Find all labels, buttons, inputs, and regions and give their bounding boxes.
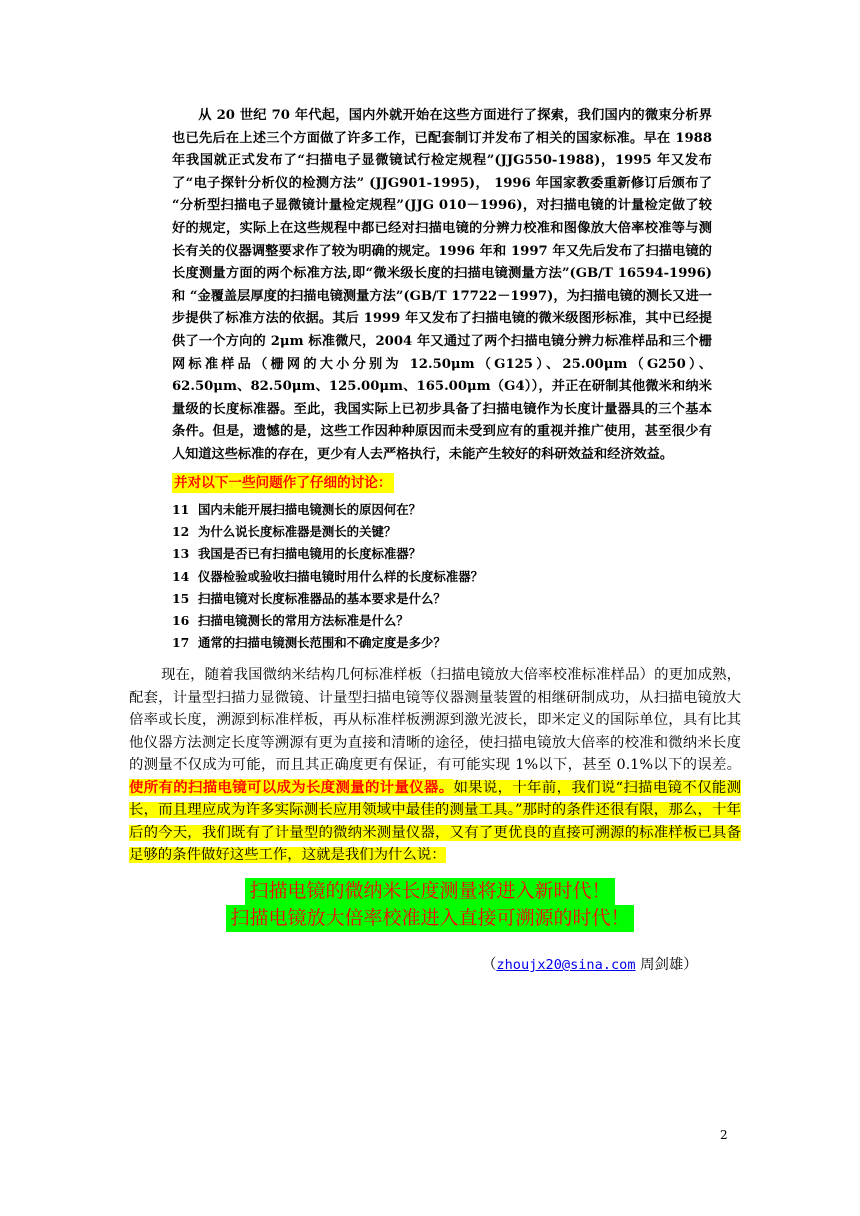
question-text: 仪器检验或验收扫描电镜时用什么样的长度标准器？ bbox=[198, 568, 483, 584]
question-number: 17 bbox=[172, 635, 190, 651]
list-item bbox=[172, 543, 483, 565]
list-item bbox=[172, 588, 483, 610]
question-number: 16 bbox=[172, 612, 190, 628]
question-number: 14 bbox=[172, 568, 190, 584]
slogan-block bbox=[0, 878, 860, 932]
question-number: 11 bbox=[172, 502, 190, 517]
question-text: 国内未能开展扫描电镜测长的原因何在？ bbox=[198, 502, 422, 517]
question-text: 为什么说长度标准器是测长的关键？ bbox=[198, 524, 397, 540]
paragraph-standards-history-text: 从 20 世纪 70 年代起，国内外就开始在这些方面进行了探索，我们国内的微束分析界也已先后在上述三个方面做了许多工作，已配套制订并发布了相关的国家标准。早在 1988 年我国就正式发布了“扫描电子显微镜试行检定规程”(JJG550-1988)，1995 年又发布了“电子探针分析仪的检测方法” (JJG901-1995)， 1996 年国家教委重新修订后颁布了 “分析型扫描电子显微镜计量检定规程”(JJG 010－1996)，对扫描电镜的计量检定做了较好的规定，实际上在这些规程中都已经对扫描电镜的分辨力校准和图像放大倍率校准等与测长有关的仪器调整要求作了较为明确的规定。1996 年和 1997 年又先后发布了扫描电镜的长度测量方面的两个标准方法,即“微米级长度的扫描电镜测量方法”(GB/T 16594-1996) 和 “金覆盖层厚度的扫描电镜测量方法”(GB/T 17722－1997)，为扫描电镜的测长又进一步提供了标准方法的依据。其后 1999 年又发布了扫描电镜的微米级图形标准，其中已经提供了一个方向的 2μm 标准微尺，2004 年又通过了两个扫描电镜分辨力标准样品和三个栅网标准样品（栅网的大小分别为 12.50μm（G125）、25.00μm（G250）、62.50μm、82.50μm、125.00μm、165.00μm（G4）），并正在研制其他微米和纳米量级的长度标准器。至此，我国实际上已初步具备了扫描电镜作为长度计量器具的三个基本条件。但是，遗憾的是，这些工作因种种原因而未受到应有的重视并推广使用，甚至很少有人知道这些标准的存在，更少有人去严格执行，未能产生较好的科研效益和经济效益。 bbox=[172, 108, 712, 462]
question-number: 12 bbox=[172, 524, 190, 540]
question-number: 13 bbox=[172, 546, 190, 562]
signature-open-paren: （ bbox=[482, 957, 497, 973]
question-text: 通常的扫描电镜测长范围和不确定度是多少？ bbox=[198, 635, 446, 651]
list-item bbox=[172, 566, 483, 588]
slogan-line-2: 扫描电镜放大倍率校准进入直接可溯源的时代！ bbox=[226, 905, 633, 932]
paragraph-current-status-text: 现在，随着我国微纳米结构几何标准样板（扫描电镜放大倍率校准标准样品）的更加成熟，配套，计量型扫描力显微镜、计量型扫描电镜等仪器测量装置的相继研制成功，从扫描电镜放大倍率或长度，溯源到标准样板，再从标准样板溯源到激光波长，即米定义的国际单位，具有比其他仪器方法测定长度等溯源有更为直接和清晰的途径，使扫描电镜放大倍率的校准和微纳米长度的测量不仅成为可能，而且其正确度更有保证，有可能实现 1%以下，甚至 0.1%以下的误差。 bbox=[129, 667, 741, 773]
question-text: 扫描电镜测长的常用方法标准是什么？ bbox=[198, 612, 409, 628]
list-item bbox=[172, 632, 483, 654]
slogan-line-1: 扫描电镜的微纳米长度测量将进入新时代！ bbox=[245, 878, 614, 905]
highlighted-conclusion: 使所有的扫描电镜可以成为长度测量的计量仪器。 bbox=[129, 778, 454, 796]
author-email-link[interactable]: zhoujx20@sina.com bbox=[496, 957, 636, 973]
list-item bbox=[172, 521, 483, 543]
paragraph-current-status bbox=[129, 664, 741, 867]
list-item bbox=[172, 499, 483, 521]
page-number: 2 bbox=[720, 1128, 728, 1142]
question-text: 我国是否已有扫描电镜用的长度标准器？ bbox=[198, 546, 422, 562]
author-signature bbox=[482, 954, 698, 976]
discussion-question-list bbox=[172, 499, 483, 654]
author-name: 周剑雄） bbox=[635, 957, 698, 973]
question-number: 15 bbox=[172, 590, 190, 606]
discussion-heading: 并对以下一些问题作了仔细的讨论： bbox=[174, 475, 392, 491]
highlighted-passage: 如果说，十年前，我们说“扫描电镜不仅能测长，而且理应成为许多实际测长应用领域中最佳的测量工具。”那时的条件还很有限，那么，十年后的今天，我们既有了计量型的微纳米测量仪器，又有了更优良的直接可溯源的标准样板已具备足够的条件做好这些工作，这就是我们为什么说： bbox=[129, 779, 741, 863]
list-item bbox=[172, 610, 483, 632]
paragraph-standards-history bbox=[172, 105, 712, 467]
question-text: 扫描电镜对长度标准器品的基本要求是什么？ bbox=[198, 590, 446, 606]
